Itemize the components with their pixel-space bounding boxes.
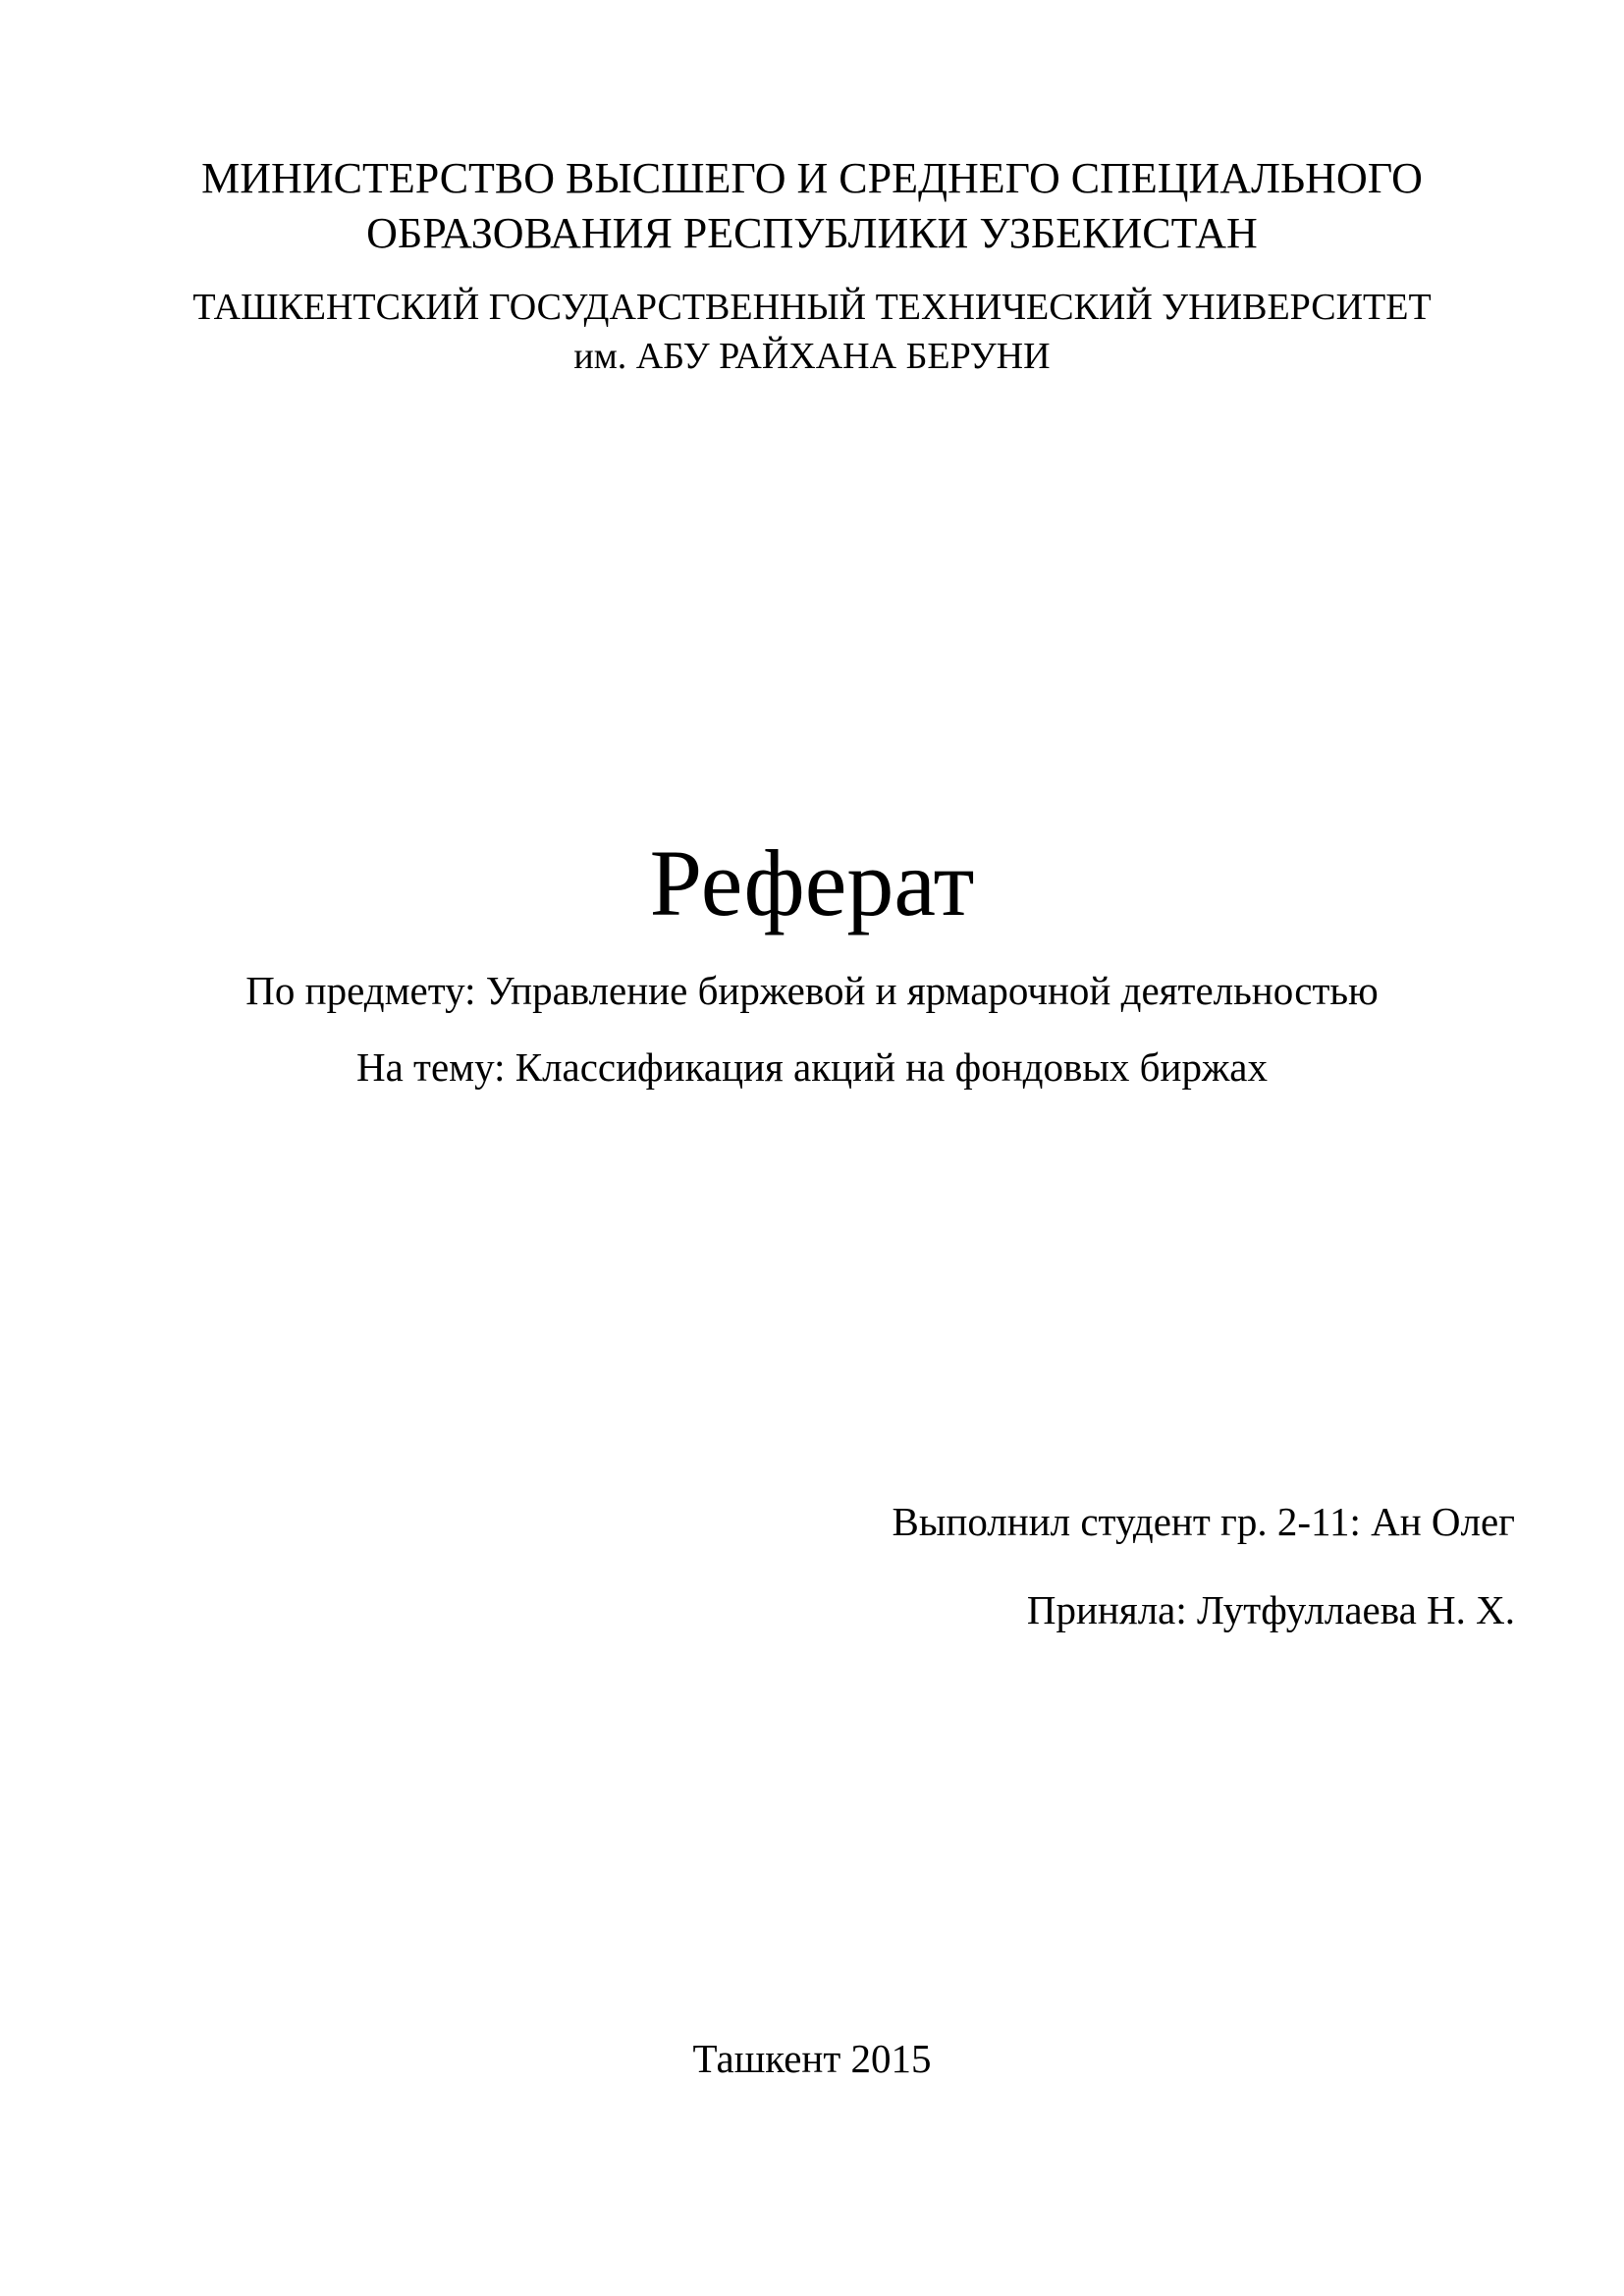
university-line-1: ТАШКЕНТСКИЙ ГОСУДАРСТВЕННЫЙ ТЕХНИЧЕСКИЙ УНИВЕРСИТЕТ [192,287,1432,328]
ministry-line-2: ОБРАЗОВАНИЯ РЕСПУБЛИКИ УЗБЕКИСТАН [366,209,1258,257]
page-title: Реферат [649,830,975,935]
city-year: Ташкент 2015 [692,2036,932,2081]
teacher-signature: Приняла: Лутфуллаева Н. Х. [1026,1587,1515,1632]
topic-line: На тему: Классификация акций на фондовых биржах [356,1044,1268,1090]
student-signature: Выполнил студент гр. 2-11: Ан Олег [892,1499,1515,1544]
university-line-2: им. АБУ РАЙХАНА БЕРУНИ [573,336,1051,377]
subject-line: По предмету: Управление биржевой и ярмарочной деятельностью [245,968,1379,1013]
ministry-line-1: МИНИСТЕРСТВО ВЫСШЕГО И СРЕДНЕГО СПЕЦИАЛЬНОГО [201,154,1423,202]
